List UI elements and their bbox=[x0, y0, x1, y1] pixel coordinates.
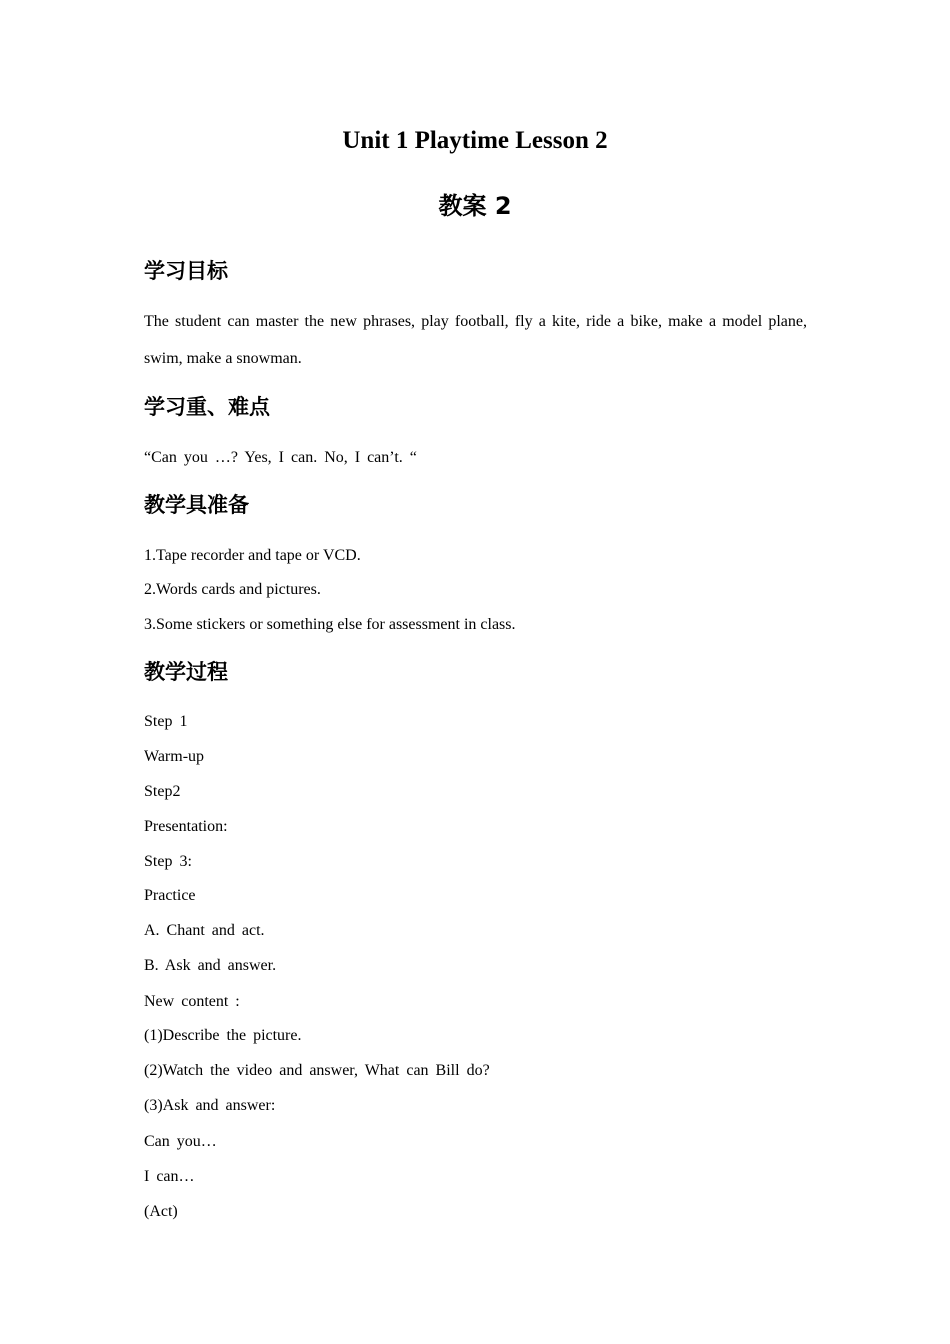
materials-item: 2.Words cards and pictures. bbox=[144, 581, 321, 598]
process-line: (Act) bbox=[144, 1203, 178, 1220]
process-line: B. Ask and answer. bbox=[144, 957, 277, 974]
document-title: Unit 1 Playtime Lesson 2 bbox=[342, 127, 608, 154]
section-heading-key-points: 学习重、难点 bbox=[144, 395, 270, 419]
process-line: Practice bbox=[144, 887, 196, 904]
section-heading-objectives: 学习目标 bbox=[144, 259, 228, 283]
process-line: Step 1 bbox=[144, 713, 188, 730]
process-line: I can… bbox=[144, 1168, 195, 1185]
materials-item: 1.Tape recorder and tape or VCD. bbox=[144, 547, 361, 564]
materials-item: 3.Some stickers or something else for assessment in class. bbox=[144, 616, 516, 633]
process-line: New content : bbox=[144, 993, 240, 1010]
process-line: Can you… bbox=[144, 1133, 217, 1150]
process-line: (1)Describe the picture. bbox=[144, 1027, 302, 1044]
process-line: (2)Watch the video and answer, What can Bill do? bbox=[144, 1062, 490, 1079]
process-line: Presentation: bbox=[144, 818, 228, 835]
section-heading-process: 教学过程 bbox=[144, 660, 228, 684]
process-line: Warm-up bbox=[144, 748, 205, 765]
process-line: Step2 bbox=[144, 783, 181, 800]
objectives-text: The student can master the new phrases, play football, fly a kite, ride a bike, make a model plane, swim, make a snowman. bbox=[144, 313, 807, 367]
process-line: (3)Ask and answer: bbox=[144, 1097, 276, 1114]
process-line: A. Chant and act. bbox=[144, 922, 265, 939]
key-points-text: “Can you …? Yes, I can. No, I can’t. “ bbox=[144, 449, 417, 466]
section-heading-materials: 教学具准备 bbox=[144, 493, 249, 517]
document-subtitle: 教案 2 bbox=[438, 192, 512, 220]
process-line: Step 3: bbox=[144, 853, 192, 870]
